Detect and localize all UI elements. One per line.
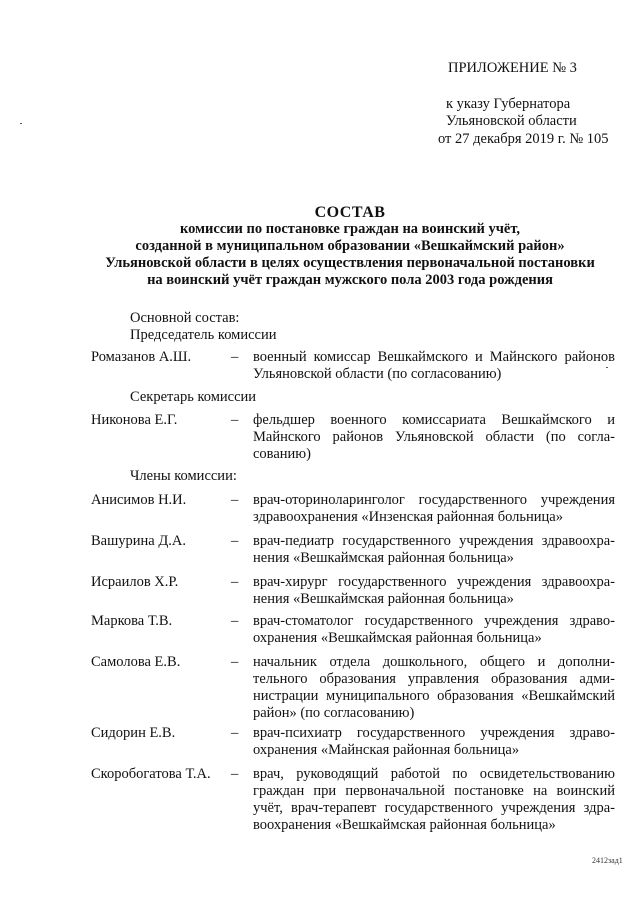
scan-speck (20, 123, 22, 124)
dash: – (231, 412, 239, 428)
member-position: врач-хирург государственного учреждения здравоохранения «Вешкаймская районная больница» (253, 574, 615, 607)
section-members: Члены комиссии: (130, 468, 237, 484)
section-chair: Председатель комиссии (130, 327, 277, 343)
member-position: врач-стоматолог государственного учреждения здравоохранения «Вешкаймская районная больница» (253, 613, 615, 646)
dash: – (231, 613, 239, 629)
member-name: Сидорин Е.В. (91, 725, 176, 741)
decree-line-3: от 27 декабря 2019 г. № 105 (438, 131, 609, 147)
dash: – (231, 654, 239, 670)
dash: – (231, 574, 239, 590)
member-name: Маркова Т.В. (91, 613, 173, 629)
member-position: врач-педиатр государственного учреждения здравоохранения «Вешкаймская районная больница» (253, 533, 615, 566)
member-name: Скоробогатова Т.А. (91, 766, 211, 782)
section-secretary: Секретарь комиссии (130, 389, 257, 405)
member-name: Никонова Е.Г. (91, 412, 178, 428)
member-position: врач-оториноларинголог государственного учреждения здравоохранения «Инзенская районная больница» (253, 492, 615, 525)
dash: – (231, 533, 239, 549)
dash: – (231, 349, 239, 365)
member-name: Анисимов Н.И. (91, 492, 187, 508)
member-position: военный комиссар Вешкаймского и Майнского районов Ульяновской области (по согласованию) (253, 349, 615, 382)
scan-speck (606, 367, 608, 368)
decree-line-1: к указу Губернатора (446, 96, 571, 112)
member-name: Самолова Е.В. (91, 654, 181, 670)
dash: – (231, 766, 239, 782)
dash: – (231, 725, 239, 741)
appendix-number: ПРИЛОЖЕНИЕ № 3 (448, 60, 577, 76)
title-line-2: созданной в муниципальном образовании «Вешкаймский район» (135, 238, 565, 254)
dash: – (231, 492, 239, 508)
decree-line-2: Ульяновской области (446, 113, 577, 129)
document-title: СОСТАВ (314, 204, 386, 221)
section-main: Основной состав: (130, 310, 240, 326)
member-position: начальник отдела дошкольного, общего и дополнительного образования управления образования администрации муниципального образования «Вешкаймский район» (по согласованию) (253, 654, 615, 721)
title-line-3: Ульяновской области в целях осуществления первоначальной постановки (105, 255, 595, 271)
member-name: Вашурина Д.А. (91, 533, 186, 549)
member-name: Исраилов Х.Р. (91, 574, 179, 590)
member-position: фельдшер военного комиссариата Вешкаймского и Майнского районов Ульяновской области (по согласованию) (253, 412, 615, 462)
member-name: Ромазанов А.Ш. (91, 349, 192, 365)
member-position: врач, руководящий работой по освидетельствованию граждан при первоначальной постановке на воинский учёт, врач-терапевт государственного учреждения здравоохранения «Вешкаймская районная больница» (253, 766, 615, 833)
title-line-1: комиссии по постановке граждан на воинский учёт, (179, 221, 521, 237)
member-position: врач-психиатр государственного учреждения здравоохранения «Майнская районная больница» (253, 725, 615, 758)
title-line-4: на воинский учёт граждан мужского пола 2003 года рождения (147, 272, 553, 288)
document-code: 2412зад1 (592, 856, 623, 865)
